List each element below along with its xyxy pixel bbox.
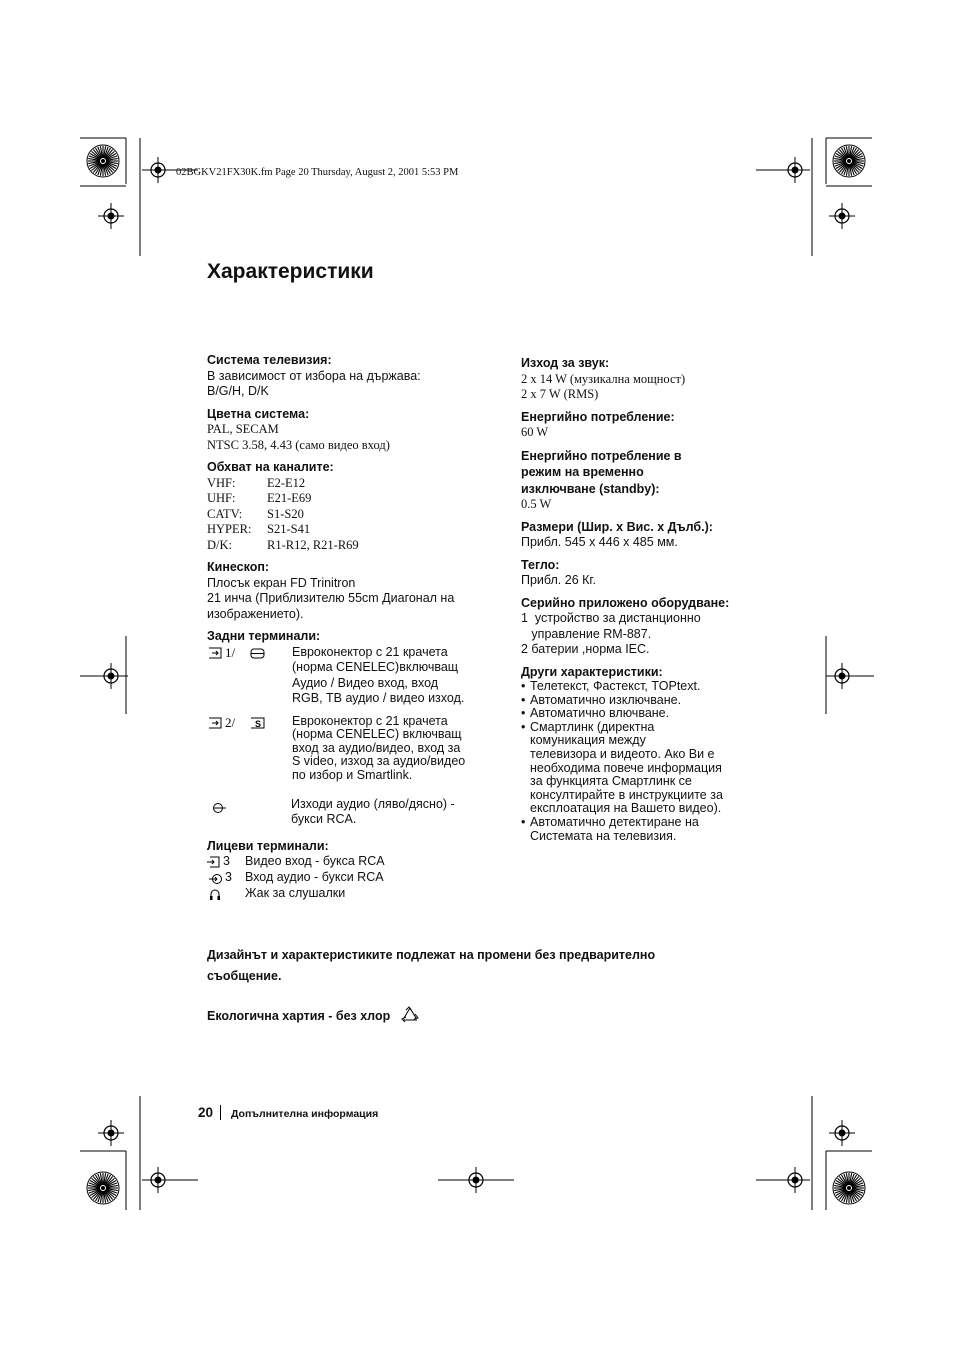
channel-row: CATV: S1-S20 (207, 506, 304, 521)
weight-value: Прибл. 26 Кг. (521, 573, 596, 587)
corner-mark-top-right (756, 138, 872, 256)
svg-text:S: S (255, 718, 262, 729)
rear-terminal-1-line: (норма CENELEC)включващ (292, 660, 459, 674)
tv-system-heading: Система телевизия: (207, 353, 332, 367)
standby-value: 0.5 W (521, 497, 552, 511)
list-item: • Телетекст, Фастекст, TOPtext. (521, 680, 781, 694)
color-system-line: PAL, SECAM (207, 422, 279, 436)
sound-output-line: 2 x 14 W (музикална мощност) (521, 371, 686, 386)
channel-row: UHF: E21-E69 (207, 491, 312, 505)
page-title: Характеристики (207, 260, 374, 283)
bottom-center-mark (438, 1167, 514, 1193)
rear-terminal-2-line: вход за аудио/видео, вход за (292, 740, 461, 755)
change-notice: Дизайнът и характеристиките подлежат на промени без предварително съобщение. (207, 948, 656, 983)
standby-heading: изключване (standby): (521, 481, 660, 496)
rear-terminal-2-line: (норма CENELEC) включващ (292, 727, 462, 741)
list-item: • Смартлинк (директна комуникация между телевизора и видеото. Ако Ви е необходима повече информация за функцията Смартлинк се консултирайте в инструкциите за експлоатация на Вашето видео). (521, 721, 781, 816)
weight-heading: Тегло: (521, 557, 560, 572)
standby-heading: режим на временно (521, 465, 644, 479)
svg-text:2/: 2/ (225, 714, 236, 730)
scart-1-icon (207, 645, 267, 666)
headphones-icon (209, 888, 221, 906)
rear-terminal-2-line: по избор и Smartlink. (292, 767, 413, 782)
audio-out-line: букси RCA. (291, 812, 357, 826)
corner-mark-bottom-left (80, 1096, 198, 1210)
rear-terminals-heading: Задни терминали: (207, 629, 321, 643)
channel-row: D/K: R1-R12, R21-R69 (207, 537, 359, 552)
tube-line: изображението). (207, 606, 304, 621)
color-system-line: NTSC 3.58, 4.43 (само видео вход) (207, 437, 390, 452)
front-terminals-heading: Лицеви терминали: (207, 838, 329, 853)
tube-heading: Кинескоп: (207, 560, 270, 574)
rear-terminal-2 (207, 715, 497, 793)
list-item: • Автоматично влючване. (521, 707, 781, 721)
footer-section: Допълнителна информация (230, 1108, 379, 1120)
side-mark-left (80, 636, 128, 714)
other-features-list (521, 680, 781, 843)
power-heading: Енергийно потребление: (521, 409, 675, 424)
tube-line: Плосък екран FD Trinitron (207, 575, 356, 590)
tv-system-line: В зависимост от избора на държава: (207, 368, 421, 383)
page-footer (198, 1104, 378, 1122)
list-item: • Автоматично изключване. (521, 694, 781, 708)
left-column (207, 353, 497, 902)
dimensions-heading: Размери (Шир. x Вис. x Дълб.): (521, 519, 713, 534)
sound-output-heading: Изход за звук: (521, 356, 610, 370)
audio-out-icon (211, 801, 227, 819)
side-mark-right (826, 636, 874, 714)
rear-terminal-1-line: Евроконектор с 21 крачета (292, 644, 448, 659)
right-column (521, 356, 781, 843)
front-terminal-row: 3 Вход аудио - букси RCA (207, 870, 497, 886)
rear-terminal-1-line: RGB, ТВ аудио / видео изход. (292, 691, 465, 705)
tube-line: 21 инча (Приблизителю 55cm Диагонал на (207, 591, 455, 605)
footer-divider (220, 1105, 221, 1120)
rear-terminal-audio-out (207, 797, 497, 833)
accessories-line: управление RM-887. (521, 626, 652, 641)
svg-text:1/: 1/ (225, 644, 236, 660)
sound-output-line: 2 x 7 W (RMS) (521, 387, 599, 401)
recycle-icon (400, 1006, 420, 1027)
audio-out-line: Изходи аудио (ляво/дясно) - (291, 796, 455, 811)
scart-2-icon (207, 715, 267, 736)
other-features-heading: Други характеристики: (521, 664, 663, 679)
dimensions-value: Прибл. 545 x 446 x 485 мм. (521, 535, 678, 549)
accessories-heading: Серийно приложено оборудване: (521, 595, 730, 610)
eco-paper-note: Екологична хартия - без хлор (207, 1006, 420, 1027)
rear-terminal-1-line: Аудио / Видео вход, вход (292, 675, 439, 690)
corner-mark-top-left (80, 138, 198, 256)
front-terminal-row: 3 Видео вход - букса RCA (207, 854, 497, 870)
file-stamp: 02BGKV21FX30K.fm Page 20 Thursday, August 2, 2001 5:53 PM (176, 167, 459, 178)
accessories-line: 2 батерии ,норма IEC. (521, 642, 650, 656)
color-system-heading: Цветна система: (207, 406, 310, 421)
rear-terminal-1 (207, 645, 497, 709)
accessories-line: 1 устройство за дистанционно (521, 611, 701, 625)
tv-system-line: B/G/H, D/K (207, 384, 269, 398)
standby-heading: Енергийно потребление в (521, 448, 682, 463)
front-terminal-row: Жак за слушалки (207, 886, 497, 902)
power-value: 60 W (521, 425, 549, 439)
channel-row: VHF: E2-E12 (207, 475, 306, 490)
page-number: 20 (198, 1105, 214, 1120)
rear-terminal-2-line: S video, изход за аудио/видео (292, 754, 466, 768)
channel-row: HYPER: S21-S41 (207, 522, 311, 536)
rear-terminal-2-line: Евроконектор с 21 крачета (292, 713, 448, 728)
corner-mark-bottom-right (756, 1096, 872, 1210)
list-item: • Автоматично детектиране на Системата на телевизия. (521, 816, 781, 843)
channels-heading: Обхват на каналите: (207, 460, 334, 474)
